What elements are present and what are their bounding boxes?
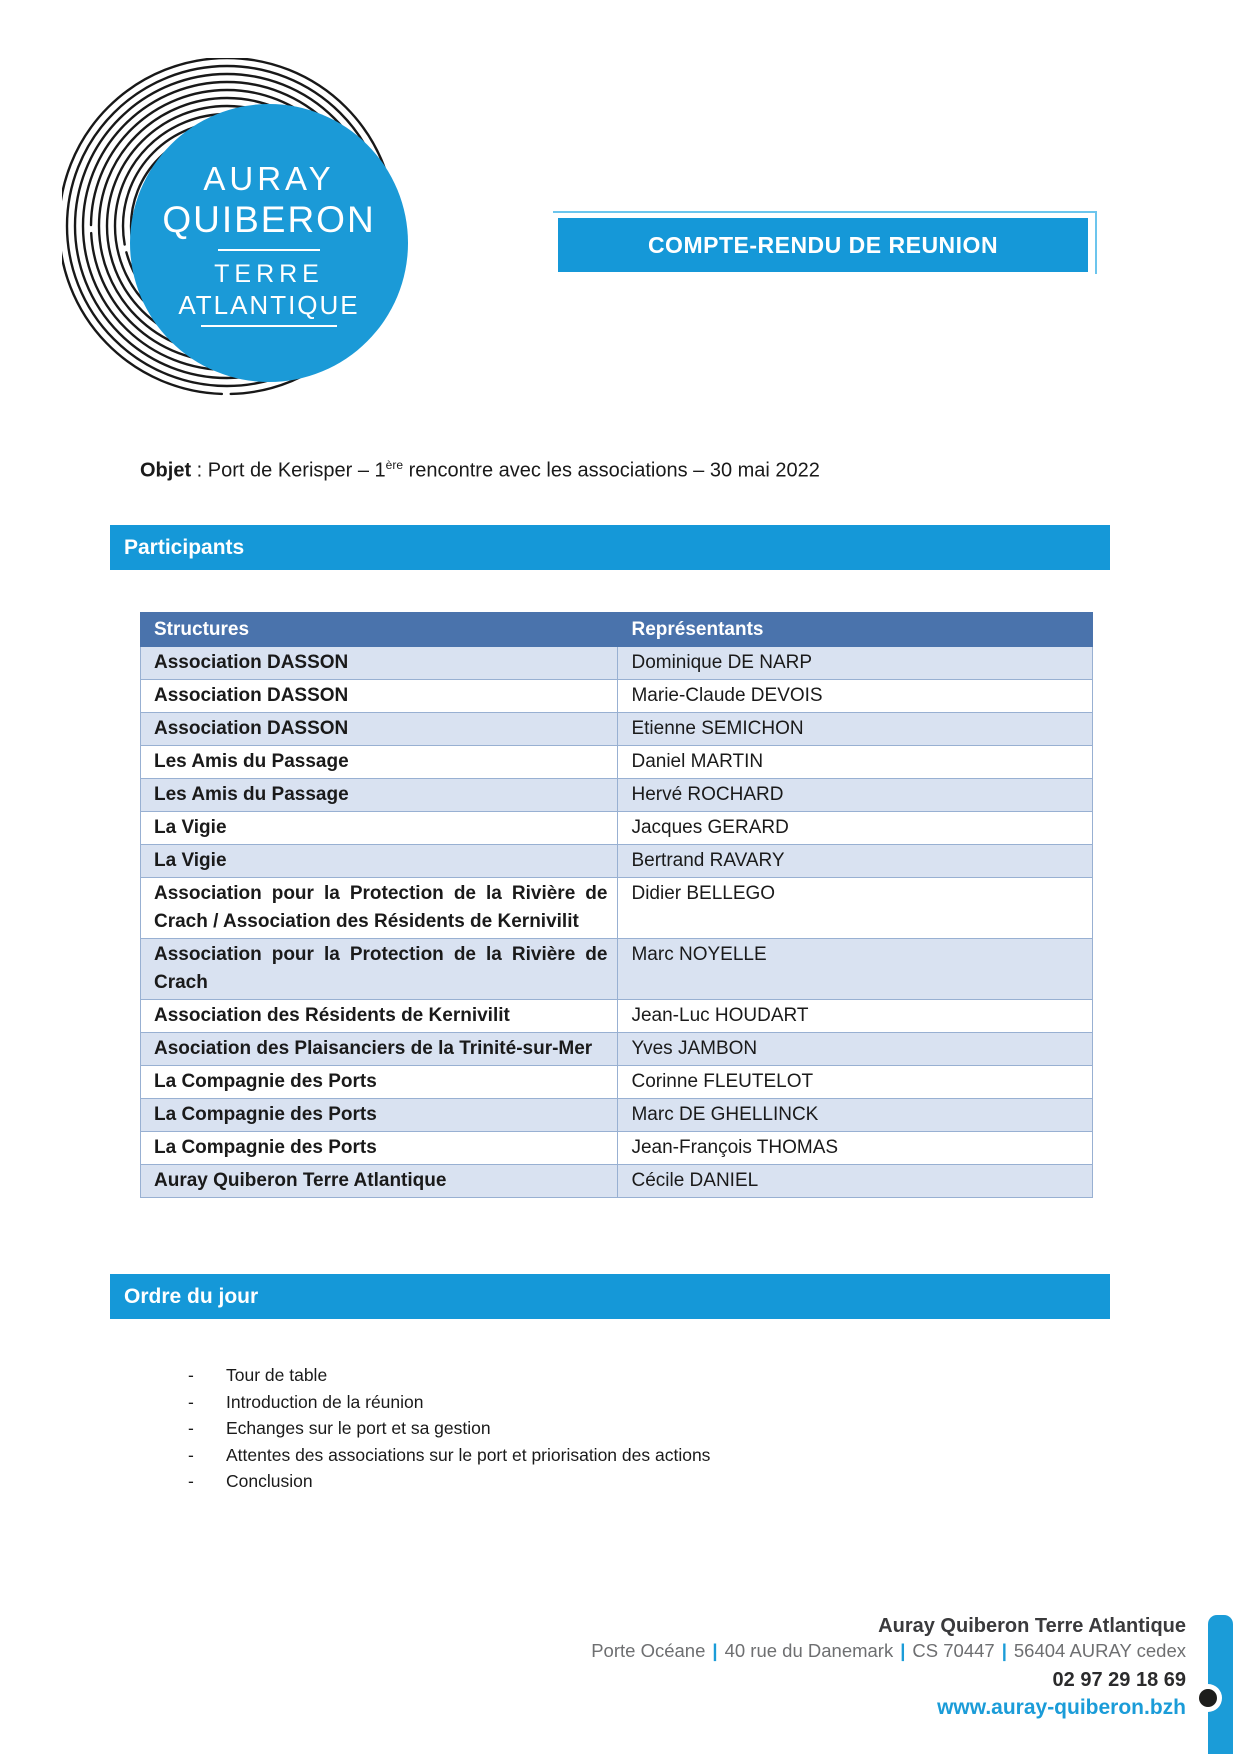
representant-cell: Jean-Luc HOUDART <box>618 1000 1093 1033</box>
section-heading-ordre-du-jour <box>110 1274 1110 1319</box>
footer-org-name: Auray Quiberon Terre Atlantique <box>878 1615 1186 1637</box>
agenda-list <box>188 1362 1008 1495</box>
dash-bullet: - <box>188 1365 194 1385</box>
logo-blue-circle <box>130 104 408 382</box>
list-item <box>188 1362 1008 1389</box>
structure-cell: La Vigie <box>141 845 618 878</box>
table-row <box>141 746 1093 779</box>
representant-cell: Dominique DE NARP <box>618 647 1093 680</box>
representant-cell: Marc DE GHELLINCK <box>618 1099 1093 1132</box>
objet-superscript: ère <box>385 458 404 472</box>
footer <box>426 1614 1186 1720</box>
representant-cell: Daniel MARTIN <box>618 746 1093 779</box>
footer-bar-dot-icon <box>1199 1689 1217 1707</box>
table-row <box>141 939 1093 1000</box>
structure-cell: Les Amis du Passage <box>141 779 618 812</box>
structure-cell: Association DASSON <box>141 713 618 746</box>
table-header-row <box>141 613 1093 647</box>
participants-table <box>140 612 1093 1198</box>
objet-text-end: rencontre avec les associations – 30 mai 2022 <box>403 459 820 482</box>
structure-cell: Association pour la Protection de la Rivière de Crach / Association des Résidents de Kernivilit <box>141 878 618 939</box>
agenda-item-label: Introduction de la réunion <box>226 1391 424 1412</box>
dash-bullet: - <box>188 1471 194 1491</box>
structure-cell: La Vigie <box>141 812 618 845</box>
section-heading-participants <box>110 525 1110 570</box>
logo-text-quiberon: QUIBERON <box>162 198 376 240</box>
table-row <box>141 647 1093 680</box>
footer-separator: | <box>900 1640 906 1661</box>
org-logo <box>62 58 412 403</box>
participants-heading-label: Participants <box>124 536 245 559</box>
structure-cell: Association des Résidents de Kernivilit <box>141 1000 618 1033</box>
footer-accent-bar <box>1208 1615 1233 1754</box>
footer-address-part: CS 70447 <box>912 1640 995 1661</box>
table-row <box>141 1066 1093 1099</box>
representant-cell: Yves JAMBON <box>618 1033 1093 1066</box>
structure-cell: Les Amis du Passage <box>141 746 618 779</box>
footer-separator: | <box>712 1640 718 1661</box>
objet-label: Objet <box>140 459 192 482</box>
logo-text-atlantique: ATLANTIQUE <box>178 289 360 320</box>
dash-bullet: - <box>188 1391 194 1412</box>
footer-phone: 02 97 29 18 69 <box>1052 1669 1186 1691</box>
logo-text-auray: AURAY <box>203 159 335 197</box>
ordre-du-jour-heading-label: Ordre du jour <box>124 1285 259 1308</box>
document-title: COMPTE-RENDU DE REUNION <box>647 231 999 258</box>
footer-address-part: 40 rue du Danemark <box>724 1640 894 1661</box>
representant-cell: Etienne SEMICHON <box>618 713 1093 746</box>
table-row <box>141 1132 1093 1165</box>
representant-cell: Marc NOYELLE <box>618 939 1093 1000</box>
list-item <box>188 1389 1008 1416</box>
objet-text-start: Port de Kerisper – 1 <box>207 459 386 482</box>
agenda-item-label: Attentes des associations sur le port et priorisation des actions <box>226 1444 711 1465</box>
representant-cell: Jean-François THOMAS <box>618 1132 1093 1165</box>
table-row <box>141 779 1093 812</box>
table-row <box>141 878 1093 939</box>
column-header-representants: Représentants <box>618 613 1093 647</box>
table-row <box>141 812 1093 845</box>
logo-text-terre: TERRE <box>214 259 324 288</box>
representant-cell: Hervé ROCHARD <box>618 779 1093 812</box>
dash-bullet: - <box>188 1418 194 1438</box>
logo-divider <box>218 249 320 251</box>
table-row <box>141 713 1093 746</box>
footer-separator: | <box>1001 1640 1007 1661</box>
table-row <box>141 1033 1093 1066</box>
structure-cell: La Compagnie des Ports <box>141 1099 618 1132</box>
representant-cell: Marie-Claude DEVOIS <box>618 680 1093 713</box>
objet-line <box>140 458 980 483</box>
representant-cell: Didier BELLEGO <box>618 878 1093 939</box>
structure-cell: Auray Quiberon Terre Atlantique <box>141 1165 618 1198</box>
structure-cell: Association DASSON <box>141 647 618 680</box>
list-item <box>188 1468 1008 1495</box>
list-item <box>188 1415 1008 1442</box>
column-header-structures: Structures <box>141 613 618 647</box>
structure-cell: La Compagnie des Ports <box>141 1132 618 1165</box>
representant-cell: Cécile DANIEL <box>618 1165 1093 1198</box>
structure-cell: Association pour la Protection de la Rivière de Crach <box>141 939 618 1000</box>
footer-website-link[interactable]: www.auray-quiberon.bzh <box>937 1696 1186 1719</box>
table-row <box>141 680 1093 713</box>
logo-underline <box>201 325 337 327</box>
representant-cell: Bertrand RAVARY <box>618 845 1093 878</box>
table-row <box>141 845 1093 878</box>
list-item <box>188 1442 1008 1469</box>
table-row <box>141 1000 1093 1033</box>
agenda-item-label: Tour de table <box>226 1365 328 1385</box>
table-row <box>141 1165 1093 1198</box>
representant-cell: Corinne FLEUTELOT <box>618 1066 1093 1099</box>
footer-address-part: Porte Océane <box>591 1640 706 1661</box>
footer-address-part: 56404 AURAY cedex <box>1013 1640 1186 1661</box>
table-row <box>141 1099 1093 1132</box>
footer-address <box>426 1639 1186 1663</box>
agenda-item-label: Echanges sur le port et sa gestion <box>226 1418 491 1438</box>
dash-bullet: - <box>188 1444 194 1465</box>
structure-cell: Association DASSON <box>141 680 618 713</box>
structure-cell: Asociation des Plaisanciers de la Trinité-sur-Mer <box>141 1033 618 1066</box>
representant-cell: Jacques GERARD <box>618 812 1093 845</box>
document-title-banner <box>558 218 1088 272</box>
objet-colon: : <box>191 459 208 482</box>
structure-cell: La Compagnie des Ports <box>141 1066 618 1099</box>
agenda-item-label: Conclusion <box>226 1471 313 1491</box>
